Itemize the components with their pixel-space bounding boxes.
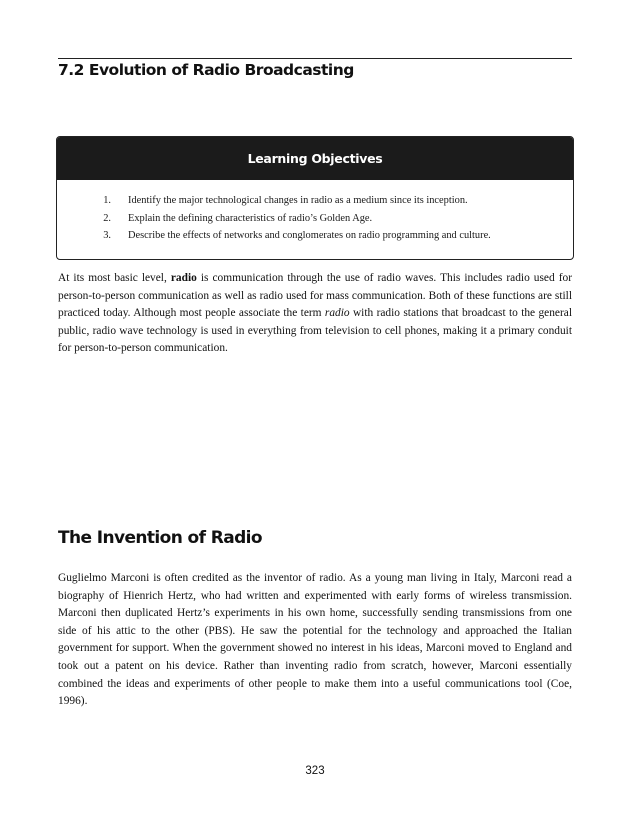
learning-objectives-list [57,192,573,245]
objective-text: Explain the defining characteristics of radio’s Golden Age. [128,212,373,224]
radio-term-bold: radio [170,272,197,284]
page-number: 323 [305,765,325,777]
objective-item [57,227,573,245]
section-title: 7.2 Evolution of Radio Broadcasting [58,61,354,79]
objective-number: 3. [103,230,111,241]
objective-text: Describe the effects of networks and conglomerates on radio programming and culture. [128,230,491,241]
invention-heading: The Invention of Radio [58,528,262,548]
objective-text: Identify the major technological changes in radio as a medium since its inception. [128,195,468,206]
objective-item [57,210,573,228]
top-rule [58,58,572,59]
learning-objectives-heading: Learning Objectives [57,137,573,180]
intro-text-start: At its most basic level, [58,272,171,284]
objective-number: 1. [103,195,111,206]
objective-number: 2. [103,212,111,224]
objective-item [57,192,573,210]
intro-text-middle: is communication through the use of radio waves. This includes radio used for person-to-person communication as well as radio used for mass communication. Both of these functions are still practiced today. Although most people associate the term [58,272,572,320]
intro-paragraph [58,270,572,358]
invention-paragraph: Guglielmo Marconi is often credited as the inventor of radio. As a young man living in Italy, Marconi read a biography of Hienrich Hertz, who had written and experimented with early forms of wireless transmission. Marconi then duplicated Hertz’s experiments in his own home, successfully sending transmissions from one side of his attic to the other (PBS). He saw the potential for the technology and approached the Italian government for support. When the government showed no interest in his ideas, Marconi moved to England and took out a patent on his device. Rather than inventing radio from scratch, however, Marconi essentially combined the ideas and experiments of other people to make them into a useful communications tool (Coe, 1996). [58,572,572,708]
radio-term-italic: radio [324,307,350,320]
intro-text-end: with radio stations that broadcast to the general public, radio wave technology is used in everything from television to cell phones, making it a primary conduit for person-to-person communication. [58,307,572,355]
learning-objectives-box [56,136,574,260]
